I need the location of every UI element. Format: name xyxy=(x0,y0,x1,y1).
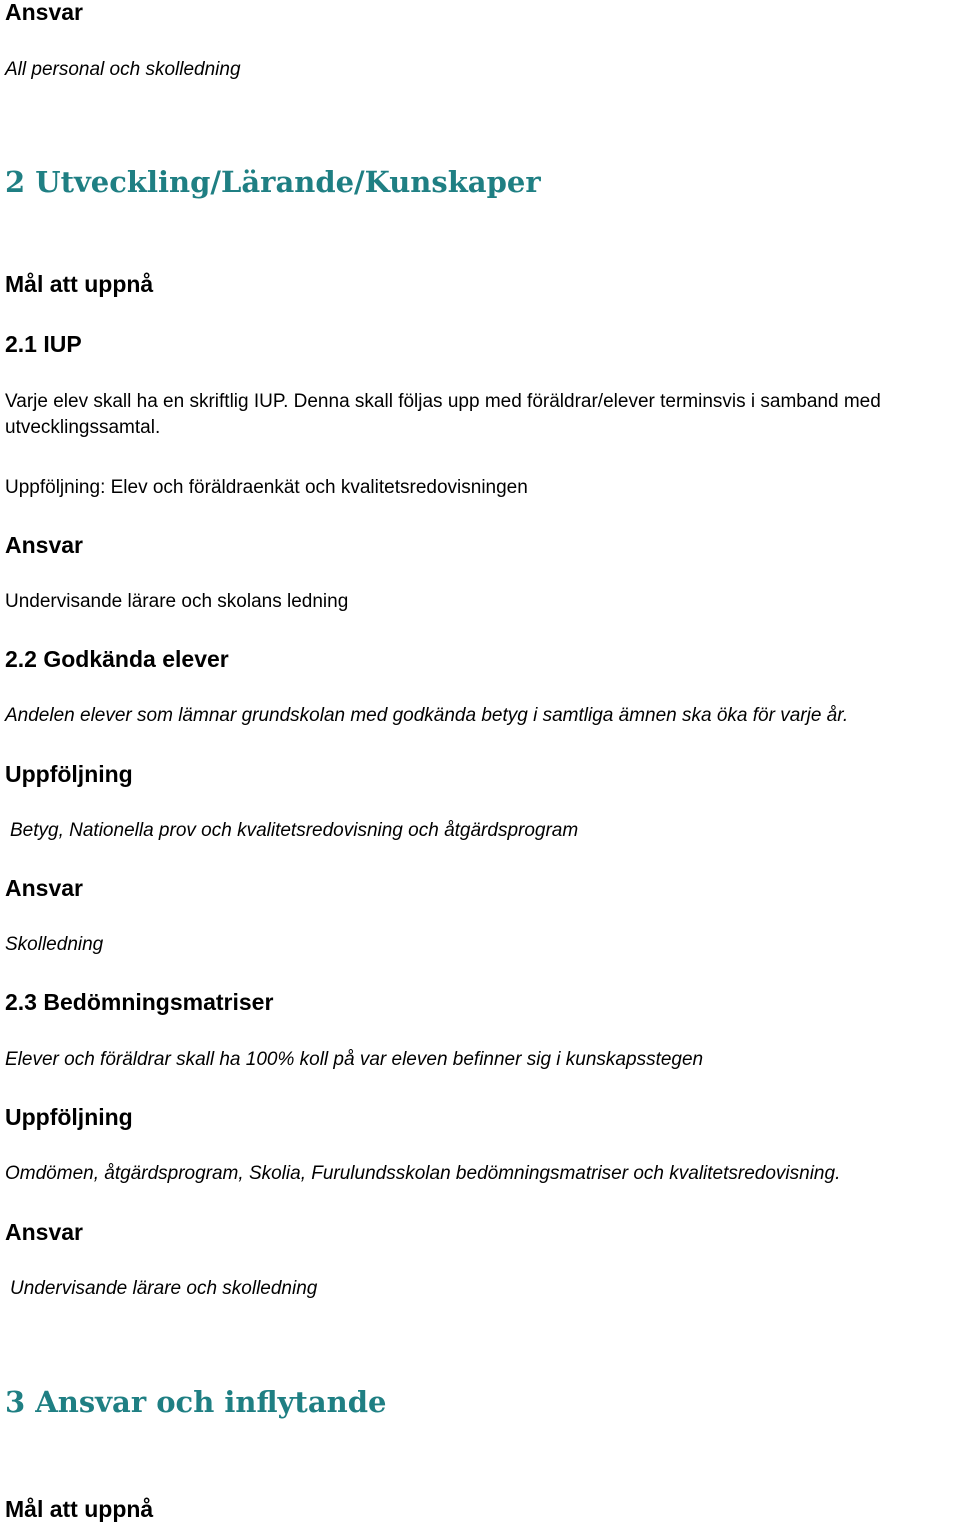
follow-up-label: Uppföljning xyxy=(5,761,133,787)
subsection-heading-2-1: 2.1 IUP xyxy=(5,331,82,357)
bedomning-text: Elever och föräldrar skall ha 100% koll på var eleven befinner sig i kunskapsstegen xyxy=(5,1049,704,1070)
section-heading-2: 2 Utveckling/Lärande/Kunskaper xyxy=(5,165,541,199)
goal-label: Mål att uppnå xyxy=(5,271,154,297)
ansvar-label: Ansvar xyxy=(5,1219,83,1245)
iup-text: Varje elev skall ha en skriftlig IUP. Denna skall följas upp med föräldrar/elever terminsvis i samband med utvecklingssamtal. xyxy=(5,391,881,438)
follow-up-text: Omdömen, åtgärdsprogram, Skolia, Furulundsskolan bedömningsmatriser och kvalitetsredovisning. xyxy=(5,1163,841,1184)
iup-follow-up-text: Uppföljning: Elev och föräldraenkät och kvalitetsredovisningen xyxy=(5,477,528,498)
responsibility-text: Undervisande lärare och skolans ledning xyxy=(5,591,349,612)
subsection-heading-2-2: 2.2 Godkända elever xyxy=(5,646,229,672)
section-heading-3: 3 Ansvar och inflytande xyxy=(5,1385,387,1419)
responsibility-text: Undervisande lärare och skolledning xyxy=(10,1278,318,1299)
responsibility-text: All personal och skolledning xyxy=(5,59,241,80)
follow-up-text: Betyg, Nationella prov och kvalitetsredovisning och åtgärdsprogram xyxy=(10,820,579,841)
ansvar-label: Ansvar xyxy=(5,0,83,25)
godkanda-text: Andelen elever som lämnar grundskolan med godkända betyg i samtliga ämnen ska öka för varje år. xyxy=(5,705,849,726)
ansvar-label: Ansvar xyxy=(5,875,83,901)
responsibility-text: Skolledning xyxy=(5,934,104,955)
subsection-heading-2-3: 2.3 Bedömningsmatriser xyxy=(5,989,274,1015)
goal-label: Mål att uppnå xyxy=(5,1496,154,1522)
follow-up-label: Uppföljning xyxy=(5,1104,133,1130)
ansvar-label: Ansvar xyxy=(5,532,83,558)
